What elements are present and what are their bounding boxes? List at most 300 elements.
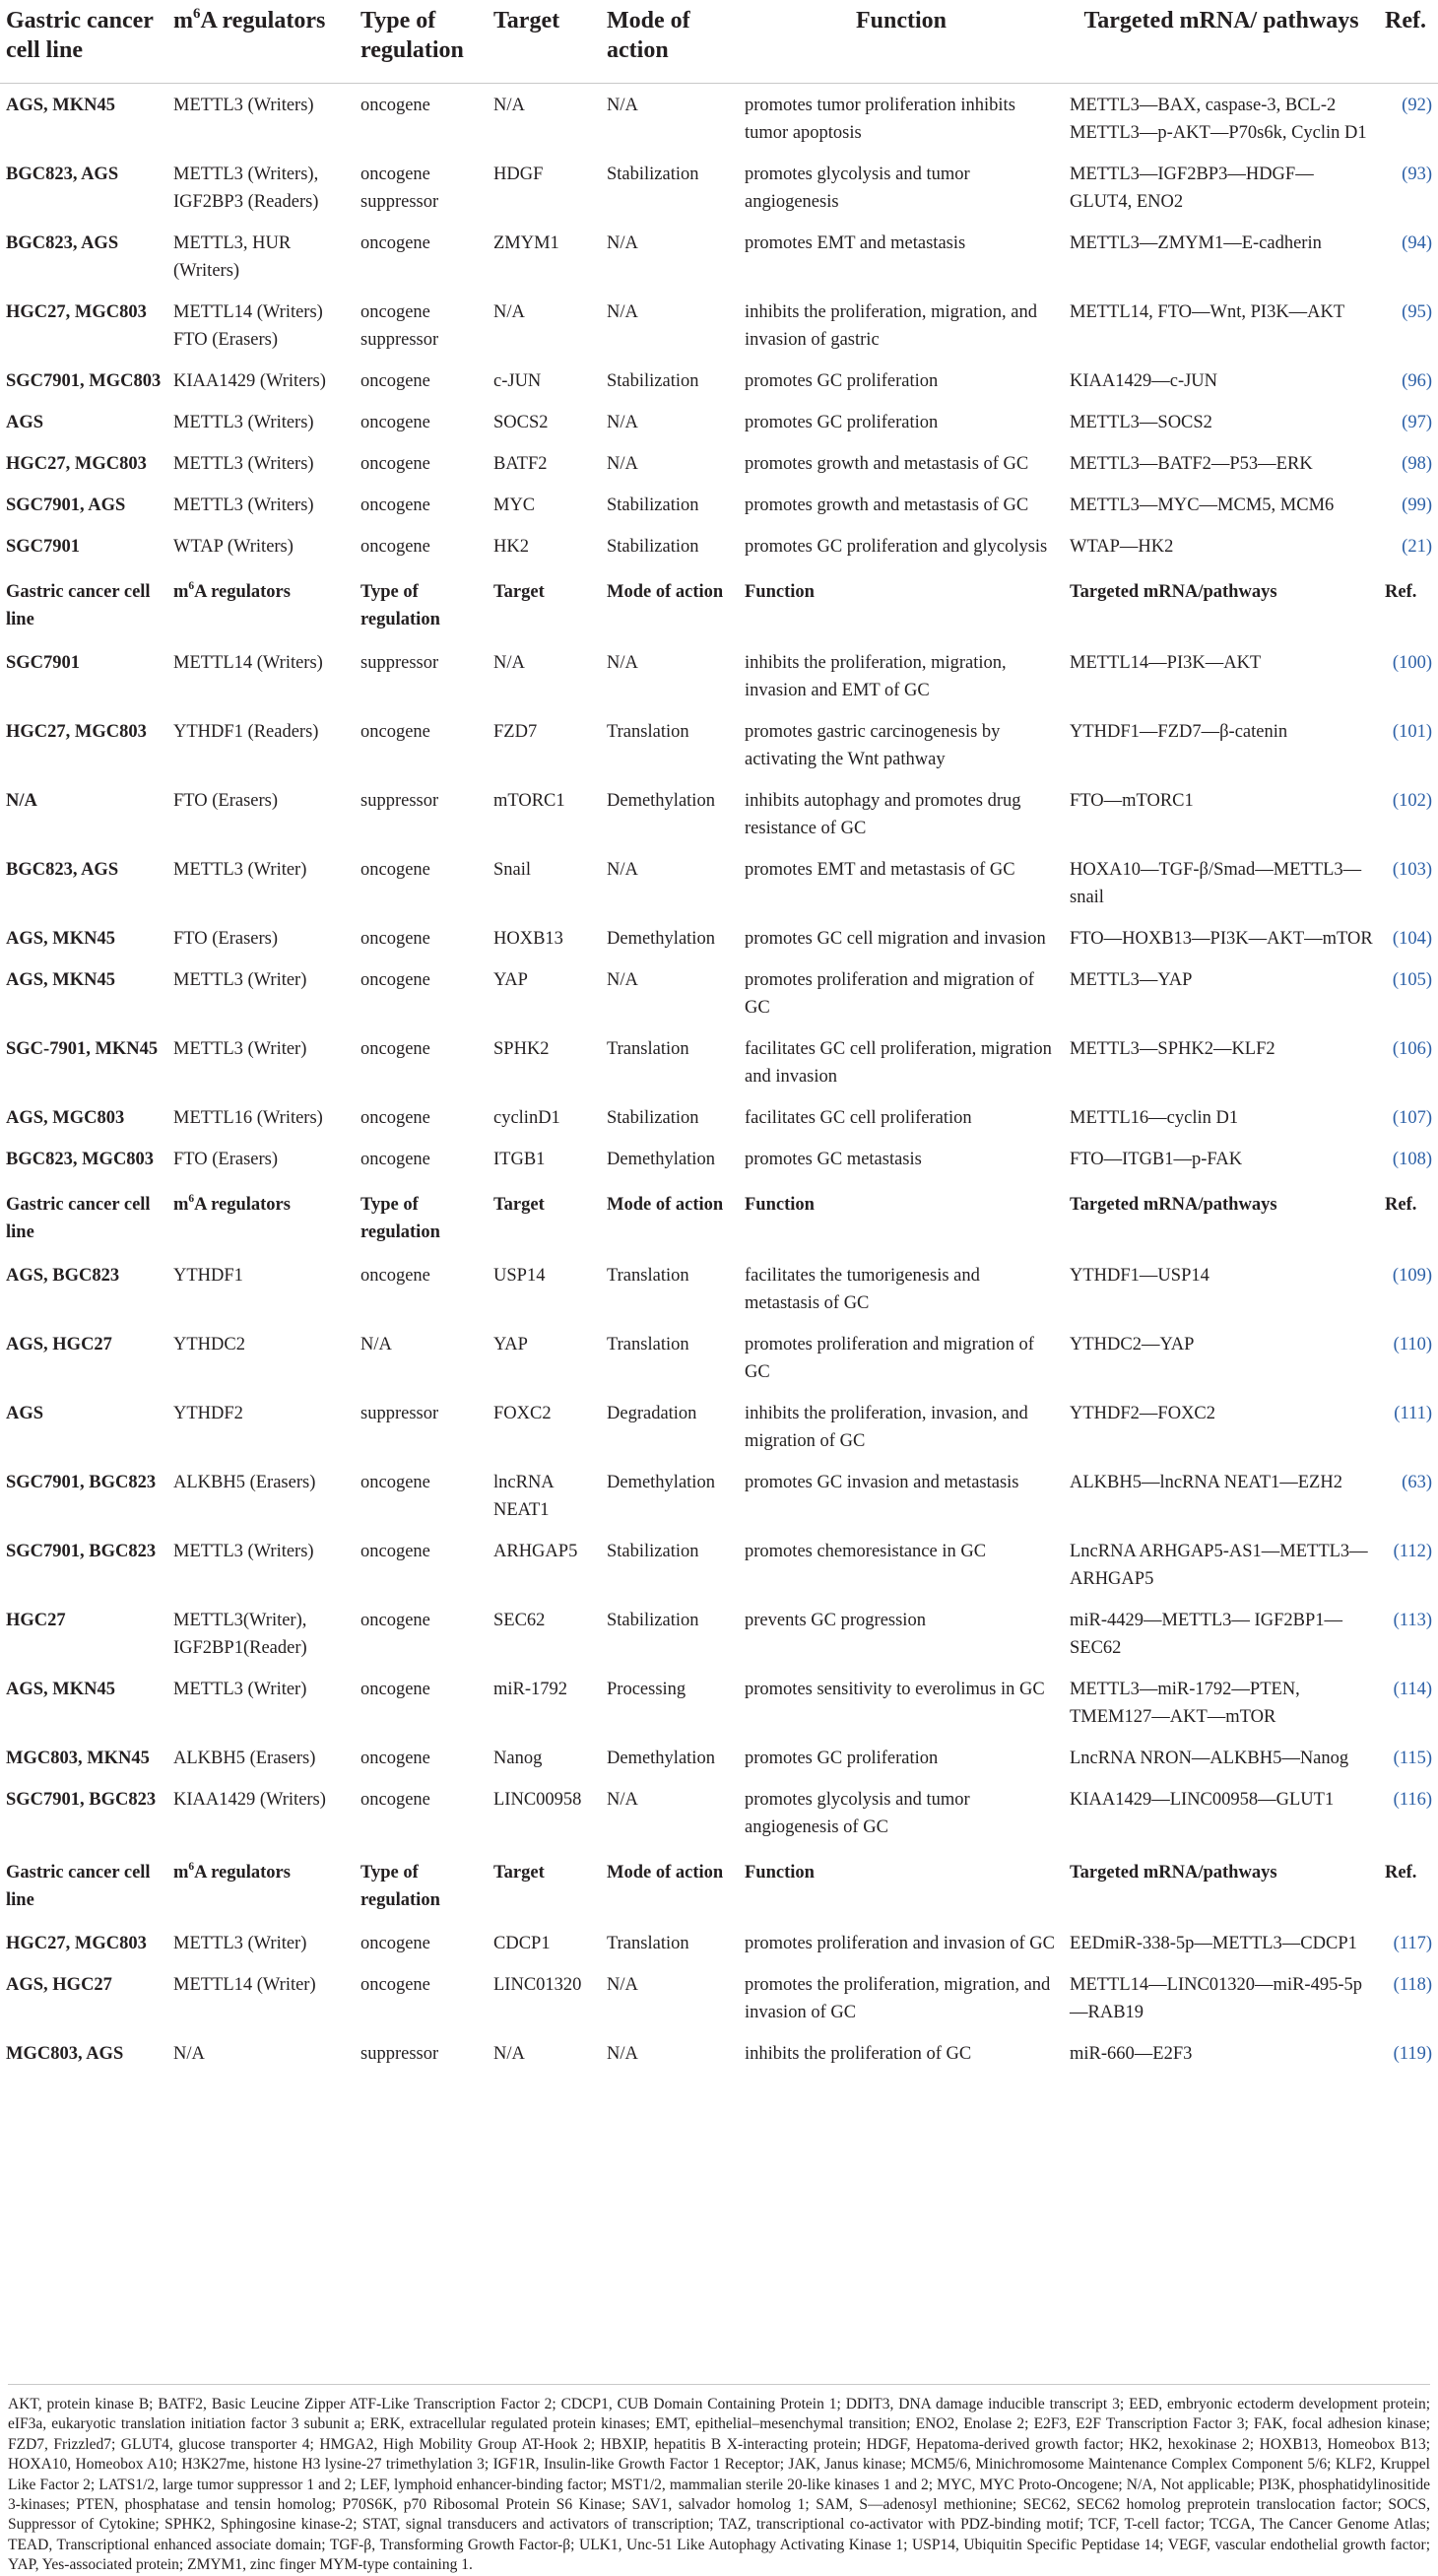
repeat-header-type: Type of regulation: [360, 1195, 440, 1242]
cell-mode: Stabilization: [607, 1542, 699, 1561]
cell-cell-line: HGC27, MGC803: [6, 454, 147, 474]
cell-pathways: METTL14—PI3K—AKT: [1070, 653, 1262, 673]
repeat-header-mode: Mode of action: [607, 1863, 724, 1882]
table-row: [0, 641, 1438, 710]
ref-link[interactable]: (21): [1402, 537, 1432, 557]
cell-function: promotes proliferation and migration of GC: [745, 970, 1034, 1018]
cell-cell-line: N/A: [6, 791, 37, 811]
ref-link[interactable]: (99): [1402, 495, 1432, 515]
ref-link[interactable]: (114): [1393, 1680, 1432, 1699]
cell-function: inhibits the proliferation, invasion, and migration of GC: [745, 1404, 1028, 1451]
cell-pathways: METTL14—LINC01320—miR-495-5p—RAB19: [1070, 1975, 1363, 2022]
cell-regulators: METTL3 (Writers): [173, 1542, 314, 1561]
repeat-header-regulators-rest: A regulators: [194, 1863, 291, 1882]
ref-link[interactable]: (98): [1402, 454, 1432, 474]
cell-function: promotes the proliferation, migration, and invasion of GC: [745, 1975, 1051, 2022]
cell-target: YAP: [493, 1335, 528, 1354]
table-row: [0, 291, 1438, 360]
header-regulators-m: m: [173, 8, 193, 33]
cell-regulators: N/A: [173, 2044, 205, 2064]
ref-link[interactable]: (63): [1402, 1473, 1432, 1492]
header-ref: Ref.: [1379, 0, 1438, 84]
repeat-header-target: Target: [493, 1863, 545, 1882]
cell-cell-line: SGC7901, AGS: [6, 495, 126, 515]
table-row: [0, 525, 1438, 566]
cell-mode: Translation: [607, 1335, 689, 1354]
repeat-header-pathways: Targeted mRNA/pathways: [1070, 1863, 1277, 1882]
cell-target: N/A: [493, 302, 525, 322]
ref-link[interactable]: (95): [1402, 302, 1432, 322]
cell-target: USP14: [493, 1266, 546, 1286]
cell-type: oncogene suppressor: [360, 165, 439, 212]
cell-function: promotes tumor proliferation inhibits tumor apoptosis: [745, 96, 1015, 143]
ref-link[interactable]: (101): [1392, 722, 1432, 742]
cell-mode: N/A: [607, 653, 638, 673]
ref-link[interactable]: (105): [1392, 970, 1432, 990]
repeat-header-target: Target: [493, 1195, 545, 1215]
cell-mode: Translation: [607, 722, 689, 742]
header-regulators-sup: 6: [193, 5, 201, 22]
table-row: [0, 2032, 1438, 2074]
cell-function: promotes proliferation and invasion of GC: [745, 1934, 1055, 1953]
cell-cell-line: SGC7901, MGC803: [6, 371, 162, 391]
cell-type: N/A: [360, 1335, 392, 1354]
cell-pathways: METTL3—BATF2—P53—ERK: [1070, 454, 1313, 474]
cell-target: mTORC1: [493, 791, 565, 811]
header-type: Type of regulation: [355, 0, 488, 84]
cell-type: oncogene: [360, 1934, 430, 1953]
cell-cell-line: SGC7901, BGC823: [6, 1790, 157, 1810]
header-mode: Mode of action: [601, 0, 739, 84]
repeat-header-function: Function: [745, 582, 815, 602]
cell-mode: Demethylation: [607, 929, 715, 949]
cell-pathways: YTHDF1—FZD7—β-catenin: [1070, 722, 1288, 742]
cell-regulators: YTHDF2: [173, 1404, 243, 1423]
cell-mode: Processing: [607, 1680, 686, 1699]
cell-cell-line: AGS, MKN45: [6, 970, 115, 990]
cell-pathways: METTL3—BAX, caspase-3, BCL-2 METTL3—p-AKT—P70s6k, Cyclin D1: [1070, 96, 1367, 143]
table-body: [0, 84, 1438, 2075]
cell-regulators: METTL3 (Writer): [173, 1680, 307, 1699]
repeat-header-regulators-sup: 6: [188, 1192, 195, 1205]
cell-pathways: METTL3—YAP: [1070, 970, 1193, 990]
ref-link[interactable]: (117): [1393, 1934, 1432, 1953]
ref-link[interactable]: (109): [1392, 1266, 1432, 1286]
cell-function: promotes glycolysis and tumor angiogenesis: [745, 165, 970, 212]
table-row: [0, 484, 1438, 525]
cell-cell-line: AGS, MGC803: [6, 1108, 125, 1128]
cell-type: oncogene: [360, 1611, 430, 1630]
cell-mode: N/A: [607, 1790, 638, 1810]
repeat-header-regulators-sup: 6: [188, 1860, 195, 1873]
cell-target: HK2: [493, 537, 529, 557]
cell-type: oncogene: [360, 1108, 430, 1128]
table-row: [0, 917, 1438, 958]
ref-link[interactable]: (104): [1392, 929, 1432, 949]
cell-cell-line: HGC27, MGC803: [6, 722, 147, 742]
cell-target: Snail: [493, 860, 532, 880]
table-row: [0, 848, 1438, 917]
table-header-row: [0, 0, 1438, 84]
cell-cell-line: MGC803, AGS: [6, 2044, 124, 2064]
cell-target: c-JUN: [493, 371, 542, 391]
repeat-header-regulators-sup: 6: [188, 579, 195, 592]
cell-regulators: METTL3 (Writers): [173, 454, 314, 474]
repeat-header-regulators-m: m: [173, 582, 189, 602]
cell-regulators: YTHDF1: [173, 1266, 243, 1286]
cell-mode: N/A: [607, 1975, 638, 1995]
cell-function: inhibits the proliferation of GC: [745, 2044, 972, 2064]
header-regulators: [167, 0, 355, 84]
table-row: [0, 1323, 1438, 1392]
table-row: [0, 1737, 1438, 1778]
cell-pathways: FTO—ITGB1—p-FAK: [1070, 1150, 1243, 1169]
cell-pathways: KIAA1429—c-JUN: [1070, 371, 1218, 391]
cell-type: oncogene: [360, 929, 430, 949]
repeat-header-cell-line: Gastric cancer cell line: [6, 1195, 151, 1242]
cell-type: oncogene: [360, 722, 430, 742]
cell-mode: N/A: [607, 302, 638, 322]
cell-pathways: ALKBH5—lncRNA NEAT1—EZH2: [1070, 1473, 1342, 1492]
table-row: [0, 1963, 1438, 2032]
cell-pathways: METTL3—MYC—MCM5, MCM6: [1070, 495, 1335, 515]
ref-link[interactable]: (111): [1394, 1404, 1432, 1423]
cell-function: promotes sensitivity to everolimus in GC: [745, 1680, 1045, 1699]
cell-mode: N/A: [607, 860, 638, 880]
cell-regulators: ALKBH5 (Erasers): [173, 1473, 316, 1492]
cell-type: oncogene: [360, 1473, 430, 1492]
repeat-header-ref: Ref.: [1385, 582, 1417, 602]
cell-cell-line: AGS, MKN45: [6, 929, 115, 949]
cell-function: promotes GC invasion and metastasis: [745, 1473, 1019, 1492]
ref-link[interactable]: (102): [1392, 791, 1432, 811]
cell-type: suppressor: [360, 791, 439, 811]
cell-cell-line: BGC823, MGC803: [6, 1150, 155, 1169]
ref-link[interactable]: (92): [1402, 96, 1432, 115]
cell-function: inhibits the proliferation, migration, and invasion of gastric: [745, 302, 1037, 350]
cell-cell-line: BGC823, AGS: [6, 233, 119, 253]
cell-mode: Stabilization: [607, 1611, 699, 1630]
cell-type: suppressor: [360, 2044, 439, 2064]
cell-target: BATF2: [493, 454, 548, 474]
cell-mode: Degradation: [607, 1404, 697, 1423]
cell-mode: N/A: [607, 413, 638, 432]
repeat-header-regulators-m: m: [173, 1863, 189, 1882]
cell-mode: N/A: [607, 233, 638, 253]
cell-function: promotes EMT and metastasis: [745, 233, 966, 253]
table-row: [0, 222, 1438, 291]
cell-regulators: METTL3 (Writers): [173, 96, 314, 115]
cell-cell-line: AGS, MKN45: [6, 96, 115, 115]
cell-target: LINC00958: [493, 1790, 582, 1810]
cell-regulators: METTL3 (Writer): [173, 860, 307, 880]
cell-regulators: FTO (Erasers): [173, 791, 279, 811]
table-row: [0, 1392, 1438, 1461]
cell-mode: Translation: [607, 1039, 689, 1059]
cell-function: facilitates GC cell proliferation: [745, 1108, 972, 1128]
cell-cell-line: SGC7901: [6, 653, 81, 673]
table-row: [0, 84, 1438, 154]
cell-regulators: YTHDF1 (Readers): [173, 722, 319, 742]
cell-target: SOCS2: [493, 413, 549, 432]
repeat-header-cell-line: Gastric cancer cell line: [6, 582, 151, 629]
cell-target: HOXB13: [493, 929, 563, 949]
cell-mode: Demethylation: [607, 1473, 715, 1492]
cell-target: miR-1792: [493, 1680, 568, 1699]
cell-mode: Translation: [607, 1266, 689, 1286]
repeat-header-pathways: Targeted mRNA/pathways: [1070, 582, 1277, 602]
cell-regulators: FTO (Erasers): [173, 929, 279, 949]
cell-target: SEC62: [493, 1611, 546, 1630]
table-row: [0, 1530, 1438, 1599]
cell-target: HDGF: [493, 165, 544, 184]
cell-cell-line: SGC7901: [6, 537, 81, 557]
cell-cell-line: HGC27, MGC803: [6, 302, 147, 322]
ref-link[interactable]: (96): [1402, 371, 1432, 391]
cell-cell-line: AGS, HGC27: [6, 1975, 112, 1995]
cell-function: promotes EMT and metastasis of GC: [745, 860, 1015, 880]
repeat-header-row: [0, 1847, 1438, 1922]
cell-function: promotes proliferation and migration of GC: [745, 1335, 1034, 1382]
cell-type: oncogene: [360, 970, 430, 990]
cell-mode: N/A: [607, 454, 638, 474]
ref-link[interactable]: (107): [1392, 1108, 1432, 1128]
cell-cell-line: SGC7901, BGC823: [6, 1542, 157, 1561]
cell-regulators: YTHDC2: [173, 1335, 245, 1354]
cell-regulators: METTL3 (Writer): [173, 1934, 307, 1953]
cell-type: oncogene: [360, 1680, 430, 1699]
table-row: [0, 360, 1438, 401]
cell-type: oncogene: [360, 233, 430, 253]
cell-pathways: METTL3—SPHK2—KLF2: [1070, 1039, 1275, 1059]
cell-regulators: METTL3 (Writers), IGF2BP3 (Readers): [173, 165, 319, 212]
cell-regulators: METTL3 (Writer): [173, 970, 307, 990]
cell-function: promotes GC proliferation: [745, 413, 939, 432]
cell-regulators: METTL3 (Writers): [173, 413, 314, 432]
cell-regulators: METTL14 (Writer): [173, 1975, 316, 1995]
repeat-header-regulators: [167, 1179, 355, 1254]
repeat-header-type: Type of regulation: [360, 1863, 440, 1910]
cell-cell-line: BGC823, AGS: [6, 165, 119, 184]
cell-cell-line: SGC-7901, MKN45: [6, 1039, 159, 1059]
cell-type: oncogene: [360, 1039, 430, 1059]
ref-link[interactable]: (119): [1393, 2044, 1432, 2064]
cell-type: suppressor: [360, 1404, 439, 1423]
cell-pathways: EEDmiR-338-5p—METTL3—CDCP1: [1070, 1934, 1357, 1953]
table-row: [0, 442, 1438, 484]
cell-mode: Stabilization: [607, 1108, 699, 1128]
cell-mode: Demethylation: [607, 791, 715, 811]
cell-type: oncogene: [360, 1150, 430, 1169]
cell-type: oncogene: [360, 495, 430, 515]
ref-link[interactable]: (94): [1402, 233, 1432, 253]
repeat-header-ref: Ref.: [1385, 1863, 1417, 1882]
repeat-header-pathways: Targeted mRNA/pathways: [1070, 1195, 1277, 1215]
table-row: [0, 1922, 1438, 1963]
cell-target: ARHGAP5: [493, 1542, 578, 1561]
cell-pathways: METTL3—SOCS2: [1070, 413, 1212, 432]
cell-mode: Stabilization: [607, 371, 699, 391]
cell-type: oncogene: [360, 1749, 430, 1768]
ref-link[interactable]: (97): [1402, 413, 1432, 432]
cell-target: N/A: [493, 653, 525, 673]
cell-target: FZD7: [493, 722, 538, 742]
cell-pathways: LncRNA ARHGAP5-AS1—METTL3—ARHGAP5: [1070, 1542, 1368, 1589]
cell-type: oncogene: [360, 860, 430, 880]
repeat-header-target: Target: [493, 582, 545, 602]
cell-target: SPHK2: [493, 1039, 550, 1059]
cell-function: facilitates GC cell proliferation, migration and invasion: [745, 1039, 1052, 1087]
repeat-header-regulators-rest: A regulators: [194, 1195, 291, 1215]
cell-target: CDCP1: [493, 1934, 551, 1953]
cell-cell-line: AGS, BGC823: [6, 1266, 120, 1286]
cell-function: promotes GC proliferation: [745, 371, 939, 391]
repeat-header-function: Function: [745, 1195, 815, 1215]
cell-function: promotes gastric carcinogenesis by activating the Wnt pathway: [745, 722, 1001, 769]
cell-cell-line: AGS, HGC27: [6, 1335, 112, 1354]
cell-function: inhibits the proliferation, migration, invasion and EMT of GC: [745, 653, 1007, 700]
cell-pathways: miR-4429—METTL3— IGF2BP1—SEC62: [1070, 1611, 1342, 1658]
cell-regulators: METTL3, HUR (Writers): [173, 233, 292, 281]
cell-mode: N/A: [607, 96, 638, 115]
cell-target: YAP: [493, 970, 528, 990]
ref-link[interactable]: (113): [1393, 1611, 1432, 1630]
cell-target: MYC: [493, 495, 536, 515]
cell-regulators: METTL14 (Writers) FTO (Erasers): [173, 302, 323, 350]
cell-function: promotes GC metastasis: [745, 1150, 922, 1169]
cell-function: facilitates the tumorigenesis and metastasis of GC: [745, 1266, 980, 1313]
cell-regulators: METTL3(Writer), IGF2BP1(Reader): [173, 1611, 307, 1658]
cell-type: oncogene suppressor: [360, 302, 439, 350]
cell-pathways: WTAP—HK2: [1070, 537, 1174, 557]
cell-type: oncogene: [360, 413, 430, 432]
cell-regulators: METTL14 (Writers): [173, 653, 323, 673]
repeat-header-row: [0, 566, 1438, 641]
cell-regulators: KIAA1429 (Writers): [173, 1790, 326, 1810]
cell-cell-line: HGC27: [6, 1611, 66, 1630]
ref-link[interactable]: (103): [1392, 860, 1432, 880]
cell-type: oncogene: [360, 1542, 430, 1561]
cell-type: oncogene: [360, 1975, 430, 1995]
cell-target: FOXC2: [493, 1404, 552, 1423]
repeat-header-ref: Ref.: [1385, 1195, 1417, 1215]
cell-target: lncRNA NEAT1: [493, 1473, 554, 1520]
cell-target: LINC01320: [493, 1975, 582, 1995]
cell-function: inhibits autophagy and promotes drug resistance of GC: [745, 791, 1021, 838]
cell-function: promotes chemoresistance in GC: [745, 1542, 987, 1561]
cell-regulators: WTAP (Writers): [173, 537, 294, 557]
cell-pathways: METTL3—miR-1792—PTEN, TMEM127—AKT—mTOR: [1070, 1680, 1300, 1727]
ref-link[interactable]: (118): [1393, 1975, 1432, 1995]
repeat-header-mode: Mode of action: [607, 1195, 724, 1215]
cell-pathways: KIAA1429—LINC00958—GLUT1: [1070, 1790, 1335, 1810]
repeat-header-regulators: [167, 1847, 355, 1922]
cell-function: promotes GC proliferation: [745, 1749, 939, 1768]
repeat-header-regulators: [167, 566, 355, 641]
table-row: [0, 1778, 1438, 1847]
repeat-header-cell-line: Gastric cancer cell line: [6, 1863, 151, 1910]
header-target: Target: [488, 0, 601, 84]
cell-type: oncogene: [360, 537, 430, 557]
cell-cell-line: AGS: [6, 413, 44, 432]
cell-regulators: METTL3 (Writer): [173, 1039, 307, 1059]
cell-mode: Stabilization: [607, 537, 699, 557]
cell-function: promotes GC proliferation and glycolysis: [745, 537, 1048, 557]
cell-function: promotes GC cell migration and invasion: [745, 929, 1046, 949]
cell-pathways: YTHDF2—FOXC2: [1070, 1404, 1216, 1423]
cell-pathways: METTL3—ZMYM1—E-cadherin: [1070, 233, 1322, 253]
cell-cell-line: BGC823, AGS: [6, 860, 119, 880]
ref-link[interactable]: (93): [1402, 165, 1432, 184]
cell-mode: N/A: [607, 970, 638, 990]
cell-mode: Translation: [607, 1934, 689, 1953]
header-pathways: Targeted mRNA/ pathways: [1064, 0, 1379, 84]
cell-function: promotes glycolysis and tumor angiogenesis of GC: [745, 1790, 970, 1837]
header-function: Function: [739, 0, 1064, 84]
header-regulators-rest: A regulators: [200, 8, 326, 33]
table-row: [0, 1138, 1438, 1179]
cell-cell-line: AGS, MKN45: [6, 1680, 115, 1699]
cell-target: cyclinD1: [493, 1108, 560, 1128]
ref-link[interactable]: (115): [1393, 1749, 1432, 1768]
table-row: [0, 153, 1438, 222]
table-row: [0, 401, 1438, 442]
cell-cell-line: SGC7901, BGC823: [6, 1473, 157, 1492]
cell-mode: Demethylation: [607, 1749, 715, 1768]
table-row: [0, 1027, 1438, 1096]
cell-pathways: YTHDC2—YAP: [1070, 1335, 1195, 1354]
cell-cell-line: MGC803, MKN45: [6, 1749, 150, 1768]
cell-pathways: METTL16—cyclin D1: [1070, 1108, 1239, 1128]
ref-link[interactable]: (108): [1392, 1150, 1432, 1169]
cell-pathways: LncRNA NRON—ALKBH5—Nanog: [1070, 1749, 1349, 1768]
cell-mode: N/A: [607, 2044, 638, 2064]
table-row: [0, 1668, 1438, 1737]
cell-target: ZMYM1: [493, 233, 559, 253]
cell-target: ITGB1: [493, 1150, 546, 1169]
repeat-header-type: Type of regulation: [360, 582, 440, 629]
cell-pathways: METTL14, FTO—Wnt, PI3K—AKT: [1070, 302, 1345, 322]
cell-cell-line: AGS: [6, 1404, 44, 1423]
cell-regulators: FTO (Erasers): [173, 1150, 279, 1169]
cell-regulators: ALKBH5 (Erasers): [173, 1749, 316, 1768]
cell-target: N/A: [493, 96, 525, 115]
ref-link[interactable]: (110): [1393, 1335, 1432, 1354]
table-row: [0, 710, 1438, 779]
cell-pathways: miR-660—E2F3: [1070, 2044, 1193, 2064]
ref-link[interactable]: (116): [1393, 1790, 1432, 1810]
cell-pathways: HOXA10—TGF-β/Smad—METTL3—snail: [1070, 860, 1362, 907]
cell-pathways: YTHDF1—USP14: [1070, 1266, 1209, 1286]
cell-function: promotes growth and metastasis of GC: [745, 495, 1029, 515]
cell-function: prevents GC progression: [745, 1611, 926, 1630]
repeat-header-row: [0, 1179, 1438, 1254]
footnote: AKT, protein kinase B; BATF2, Basic Leucine Zipper ATF-Like Transcription Factor 2; CDCP1, CUB Domain Containing Protein 1; DDIT3, DNA damage inducible transcript 3; EED, embryonic ectoderm development protein; eIF3a, eukaryotic translation initiation factor 3 subunit a; ERK, extracellular regulated protein kinases; EMT, epithelial–mesenchymal transition; ENO2, Enolase 2; E2F3, E2F Transcription Factor 3; FAK, focal adhesion kinase; FZD7, Frizzled7; GLUT4, glucose transporter 4; HMGA2, High Mobility Group AT-Hook 2; HBXIP, hepatitis B X-interacting protein; HDGF, Hepatoma-derived growth factor; HK2, hexokinase 2; HOXB13, Homeobox B13; HOXA10, Homeobox A10; H3K27me, histone H3 lysine-27 trimethylation 3; IGF1R, Insulin-like Growth Factor 1 Receptor; JAK, Janus kinase; MCM5/6, Minichromosome Maintenance Complex Component 5/6; KLF2, Kruppel Like Factor 2; LATS1/2, large tumor suppressor 1 and 2; LEF, lymphoid enhancer-binding factor; MST1/2, mammalian sterile 20-like kinases 1 and 2; MYC, MYC Proto-Oncogene; N/A, Not applicable; PI3K, phosphatidylinositide 3-kinases; PTEN, phosphatase and tensin homolog; P70S6K, p70 Ribosomal Protein S6 Kinase; SAV1, salvador homolog 1; SAM, S—adenosyl methionine; SEC62, SEC62 homolog preprotein translocation factor; SOCS, Suppressor of Cytokine; SPHK2, Sphingosine kinase-2; STAT, signal transducers and activators of transcription; TAZ, transcriptional co-activator with PDZ-binding motif; TCF, T-cell factor; TCGA, The Cancer Genome Atlas; TEAD, Transcriptional enhanced associate domain; TGF-β, Transforming Growth Factor-β; ULK1, Unc-51 Like Autophagy Activating Kinase 1; USP14, Ubiquitin Specific Peptidase 14; VEGF, vascular endothelial growth factor; YAP, Yes-associated protein; ZMYM1, zinc finger MYM-type containing 1.: [8, 2384, 1430, 2576]
repeat-header-function: Function: [745, 1863, 815, 1882]
repeat-header-regulators-m: m: [173, 1195, 189, 1215]
cell-mode: Stabilization: [607, 495, 699, 515]
cell-regulators: METTL16 (Writers): [173, 1108, 323, 1128]
table-row: [0, 958, 1438, 1027]
ref-link[interactable]: (112): [1393, 1542, 1432, 1561]
cell-type: suppressor: [360, 653, 439, 673]
header-cell-line: Gastric cancer cell line: [0, 0, 167, 84]
ref-link[interactable]: (100): [1392, 653, 1432, 673]
cell-target: Nanog: [493, 1749, 543, 1768]
cell-pathways: FTO—HOXB13—PI3K—AKT—mTOR: [1070, 929, 1373, 949]
ref-link[interactable]: (106): [1392, 1039, 1432, 1059]
cell-pathways: METTL3—IGF2BP3—HDGF—GLUT4, ENO2: [1070, 165, 1314, 212]
